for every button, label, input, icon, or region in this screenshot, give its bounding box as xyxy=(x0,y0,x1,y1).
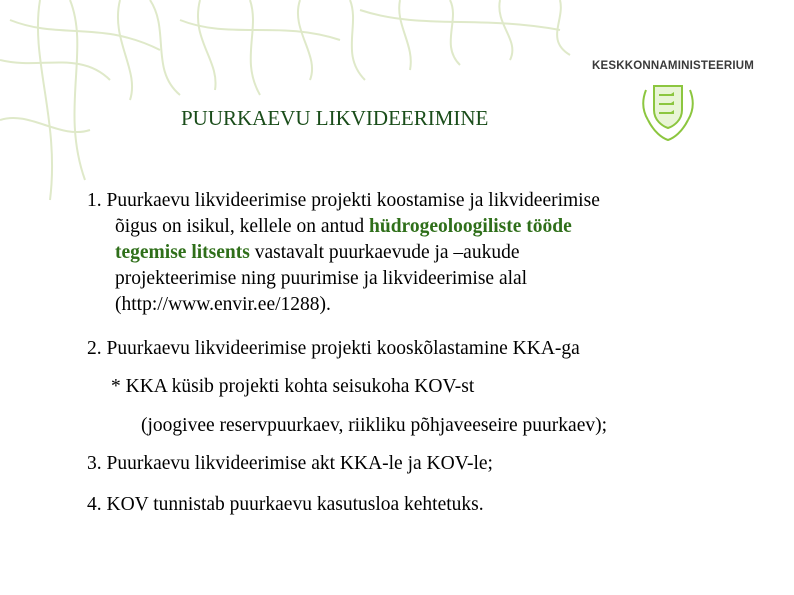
item-3: 3. Puurkaevu likvideerimise akt KKA-le ja KOV-le; xyxy=(87,453,493,474)
item-1-line-4: projekteerimise ning puurimise ja likvideerimise alal xyxy=(115,268,528,289)
link-close-paren: ). xyxy=(319,294,331,315)
item-2-sub-1: * KKA küsib projekti kohta seisukoha KOV-st xyxy=(111,376,475,397)
item-1-before-highlight: õigus on isikul, kellele on antud xyxy=(115,216,370,237)
link-open-paren: ( xyxy=(115,294,122,315)
item-1-link-line xyxy=(87,294,331,315)
item-1 xyxy=(87,188,737,318)
item-4: 4. KOV tunnistab puurkaevu kasutusloa kehtetuks. xyxy=(87,494,484,515)
item-2: 2. Puurkaevu likvideerimise projekti kooskõlastamine KKA-ga xyxy=(87,338,580,359)
item-2-sub-2: (joogivee reservpuurkaev, riikliku põhjaveeseire puurkaev); xyxy=(141,415,608,436)
license-highlight-a: hüdrogeoloogiliste tööde xyxy=(369,216,572,237)
estonian-coat-of-arms-icon xyxy=(640,80,696,142)
item-1-text-cont xyxy=(87,242,520,263)
slide-title: PUURKAEVU LIKVIDEERIMINE xyxy=(181,106,489,130)
envir-link[interactable]: http://www.envir.ee/1288 xyxy=(121,294,320,315)
license-highlight-b: tegemise litsents xyxy=(115,242,250,263)
ministry-name: KESKKONNAMINISTEERIUM xyxy=(592,60,755,72)
item-1-text xyxy=(87,216,572,237)
item-1-after-highlight: vastavalt puurkaevude ja –aukude xyxy=(249,242,520,263)
item-1-line-1: 1. Puurkaevu likvideerimise projekti koostamise ja likvideerimise xyxy=(87,190,600,211)
